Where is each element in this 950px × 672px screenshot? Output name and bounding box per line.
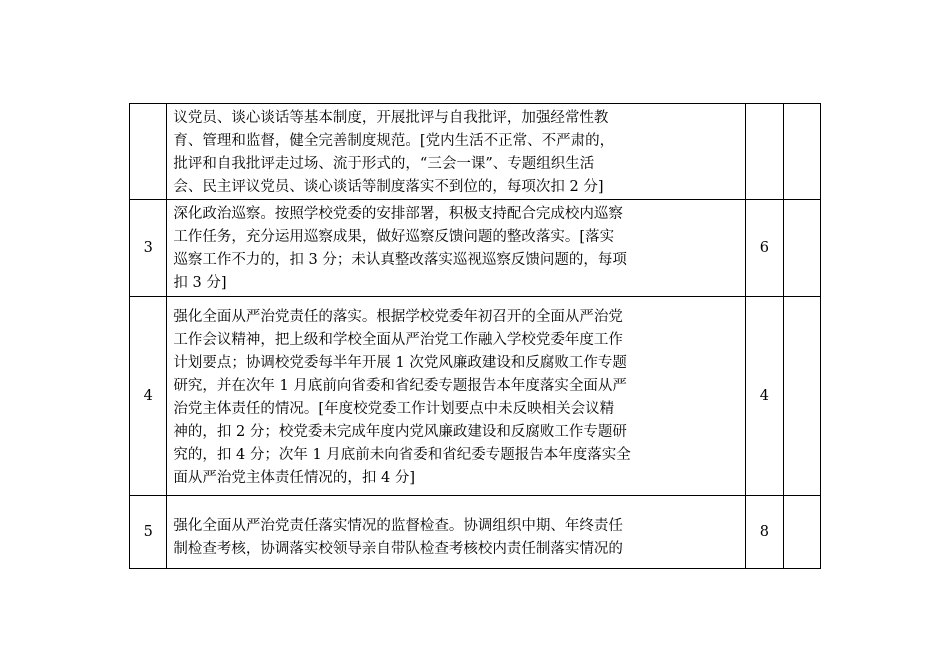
row-blank-cell <box>783 496 820 569</box>
row-number-cell: 5 <box>130 496 167 569</box>
content-line: 巡察工作不力的，扣 3 分；未认真整改落实巡视巡察反馈问题的，每项 <box>173 252 627 268</box>
row-content-cell <box>167 104 746 200</box>
row-score-cell: 6 <box>746 200 783 297</box>
content-line: 治党主体责任的情况。[年度校党委工作计划要点中未反映相关会议精 <box>173 400 615 417</box>
row-score-cell: 4 <box>746 297 783 496</box>
content-line: 工作会议精神，把上级和学校全面从严治党工作融入学校党委年度工作 <box>173 331 623 348</box>
content-line: 育、管理和监督，健全完善制度规范。[党内生活不正常、不严肃的， <box>173 132 615 149</box>
table-row <box>130 104 821 200</box>
content-line: 究的，扣 4 分；次年 1 月底前未向省委和省纪委专题报告本年度落实全 <box>173 446 631 463</box>
content-line: 会、民主评议党员、谈心谈话等制度落实不到位的，每项次扣 2 分] <box>173 178 604 195</box>
row-number-cell <box>130 104 167 200</box>
content-line: 批评和自我批评走过场、流于形式的，“三会一课”、专题组织生活 <box>173 155 595 172</box>
table-row <box>130 200 821 297</box>
row-content-cell <box>167 496 746 569</box>
table-row <box>130 496 821 569</box>
content-line: 研究，并在次年 1 月底前向省委和省纪委专题报告本年度落实全面从严 <box>173 377 627 394</box>
content-line: 扣 3 分] <box>173 275 227 291</box>
row-blank-cell <box>783 104 820 200</box>
content-line: 工作任务，充分运用巡察成果，做好巡察反馈问题的整改落实。[落实 <box>173 229 615 245</box>
table-row <box>130 297 821 496</box>
content-line: 深化政治巡察。按照学校党委的安排部署，积极支持配合完成校内巡察 <box>173 206 623 222</box>
assessment-table <box>129 103 821 569</box>
row-content-cell <box>167 200 746 297</box>
content-line: 强化全面从严治党责任的落实。根据学校党委年初召开的全面从严治党 <box>173 308 623 325</box>
row-number-cell: 4 <box>130 297 167 496</box>
content-line: 面从严治党主体责任情况的，扣 4 分] <box>173 469 416 486</box>
content-line: 神的，扣 2 分；校党委未完成年度内党风廉政建设和反腐败工作专题研 <box>173 423 627 440</box>
row-blank-cell <box>783 200 820 297</box>
content-line: 议党员、谈心谈话等基本制度，开展批评与自我批评，加强经常性教 <box>173 109 609 126</box>
content-line: 强化全面从严治党责任落实情况的监督检查。协调组织中期、年终责任 <box>173 518 623 534</box>
content-line: 计划要点；协调校党委每半年开展 1 次党风廉政建设和反腐败工作专题 <box>173 354 627 371</box>
row-number-cell: 3 <box>130 200 167 297</box>
content-line: 制检查考核，协调落实校领导亲自带队检查考核校内责任制落实情况的 <box>173 541 623 557</box>
row-score-cell <box>746 104 783 200</box>
row-content-cell <box>167 297 746 496</box>
row-blank-cell <box>783 297 820 496</box>
row-score-cell: 8 <box>746 496 783 569</box>
